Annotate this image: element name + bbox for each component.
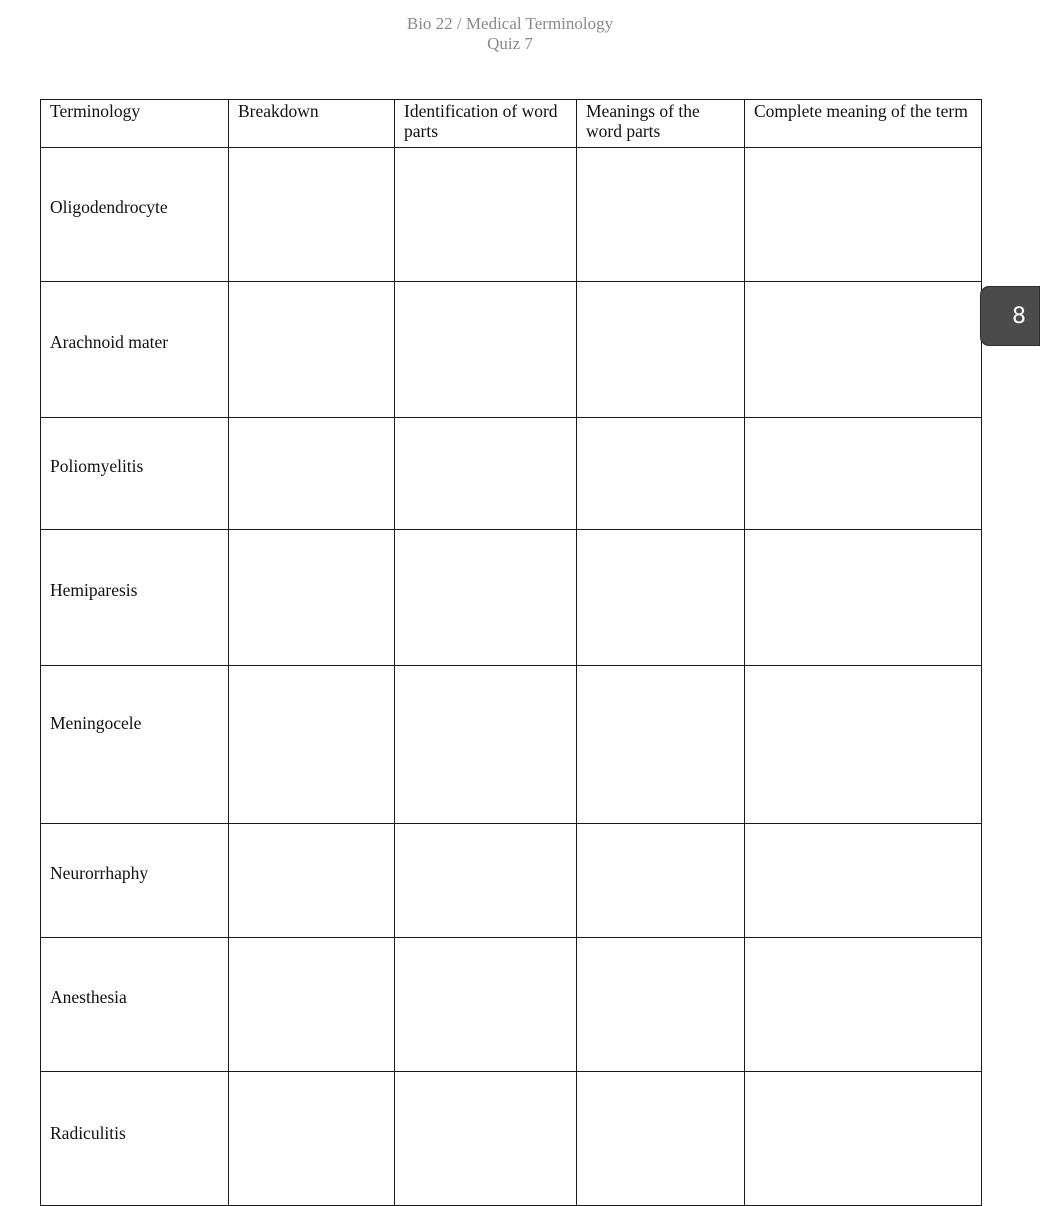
breakdown-cell — [229, 282, 395, 418]
identification-cell — [395, 824, 577, 938]
complete-meaning-cell — [745, 1072, 982, 1206]
identification-cell — [395, 938, 577, 1072]
column-header-terminology: Terminology — [41, 100, 229, 148]
identification-cell — [395, 282, 577, 418]
identification-cell — [395, 148, 577, 282]
breakdown-cell — [229, 530, 395, 666]
column-header-identification: Identification of word parts — [395, 100, 577, 148]
meanings-cell — [577, 418, 745, 530]
column-header-complete-meaning: Complete meaning of the term — [745, 100, 982, 148]
meanings-cell — [577, 824, 745, 938]
term-cell: Radiculitis — [41, 1072, 229, 1206]
complete-meaning-cell — [745, 418, 982, 530]
breakdown-cell — [229, 666, 395, 824]
term-cell: Arachnoid mater — [41, 282, 229, 418]
column-header-breakdown: Breakdown — [229, 100, 395, 148]
breakdown-cell — [229, 1072, 395, 1206]
complete-meaning-cell — [745, 148, 982, 282]
column-header-meanings: Meanings of the word parts — [577, 100, 745, 148]
term-cell: Hemiparesis — [41, 530, 229, 666]
meanings-cell — [577, 148, 745, 282]
term-cell: Oligodendrocyte — [41, 148, 229, 282]
course-title: Bio 22 / Medical Terminology — [406, 14, 614, 33]
complete-meaning-cell — [745, 938, 982, 1072]
identification-cell — [395, 418, 577, 530]
document-header — [0, 14, 1020, 54]
table-header-row — [41, 100, 982, 148]
term-cell: Meningocele — [41, 666, 229, 824]
breakdown-cell — [229, 824, 395, 938]
identification-cell — [395, 666, 577, 824]
table-row — [41, 148, 982, 282]
complete-meaning-cell — [745, 824, 982, 938]
table-row — [41, 282, 982, 418]
table-row — [41, 1072, 982, 1206]
breakdown-cell — [229, 148, 395, 282]
table-row — [41, 824, 982, 938]
term-cell: Neurorrhaphy — [41, 824, 229, 938]
breakdown-cell — [229, 938, 395, 1072]
page-number-tab[interactable] — [980, 286, 1040, 346]
table-row — [41, 938, 982, 1072]
complete-meaning-cell — [745, 530, 982, 666]
complete-meaning-cell — [745, 666, 982, 824]
term-cell: Poliomyelitis — [41, 418, 229, 530]
table-row — [41, 530, 982, 666]
meanings-cell — [577, 530, 745, 666]
meanings-cell — [577, 282, 745, 418]
identification-cell — [395, 1072, 577, 1206]
breakdown-cell — [229, 418, 395, 530]
quiz-title: Quiz 7 — [487, 34, 533, 53]
table-row — [41, 666, 982, 824]
terminology-table — [40, 99, 982, 1206]
page-number-label: 8 — [1012, 304, 1026, 329]
meanings-cell — [577, 938, 745, 1072]
table-row — [41, 418, 982, 530]
meanings-cell — [577, 1072, 745, 1206]
term-cell: Anesthesia — [41, 938, 229, 1072]
complete-meaning-cell — [745, 282, 982, 418]
identification-cell — [395, 530, 577, 666]
meanings-cell — [577, 666, 745, 824]
